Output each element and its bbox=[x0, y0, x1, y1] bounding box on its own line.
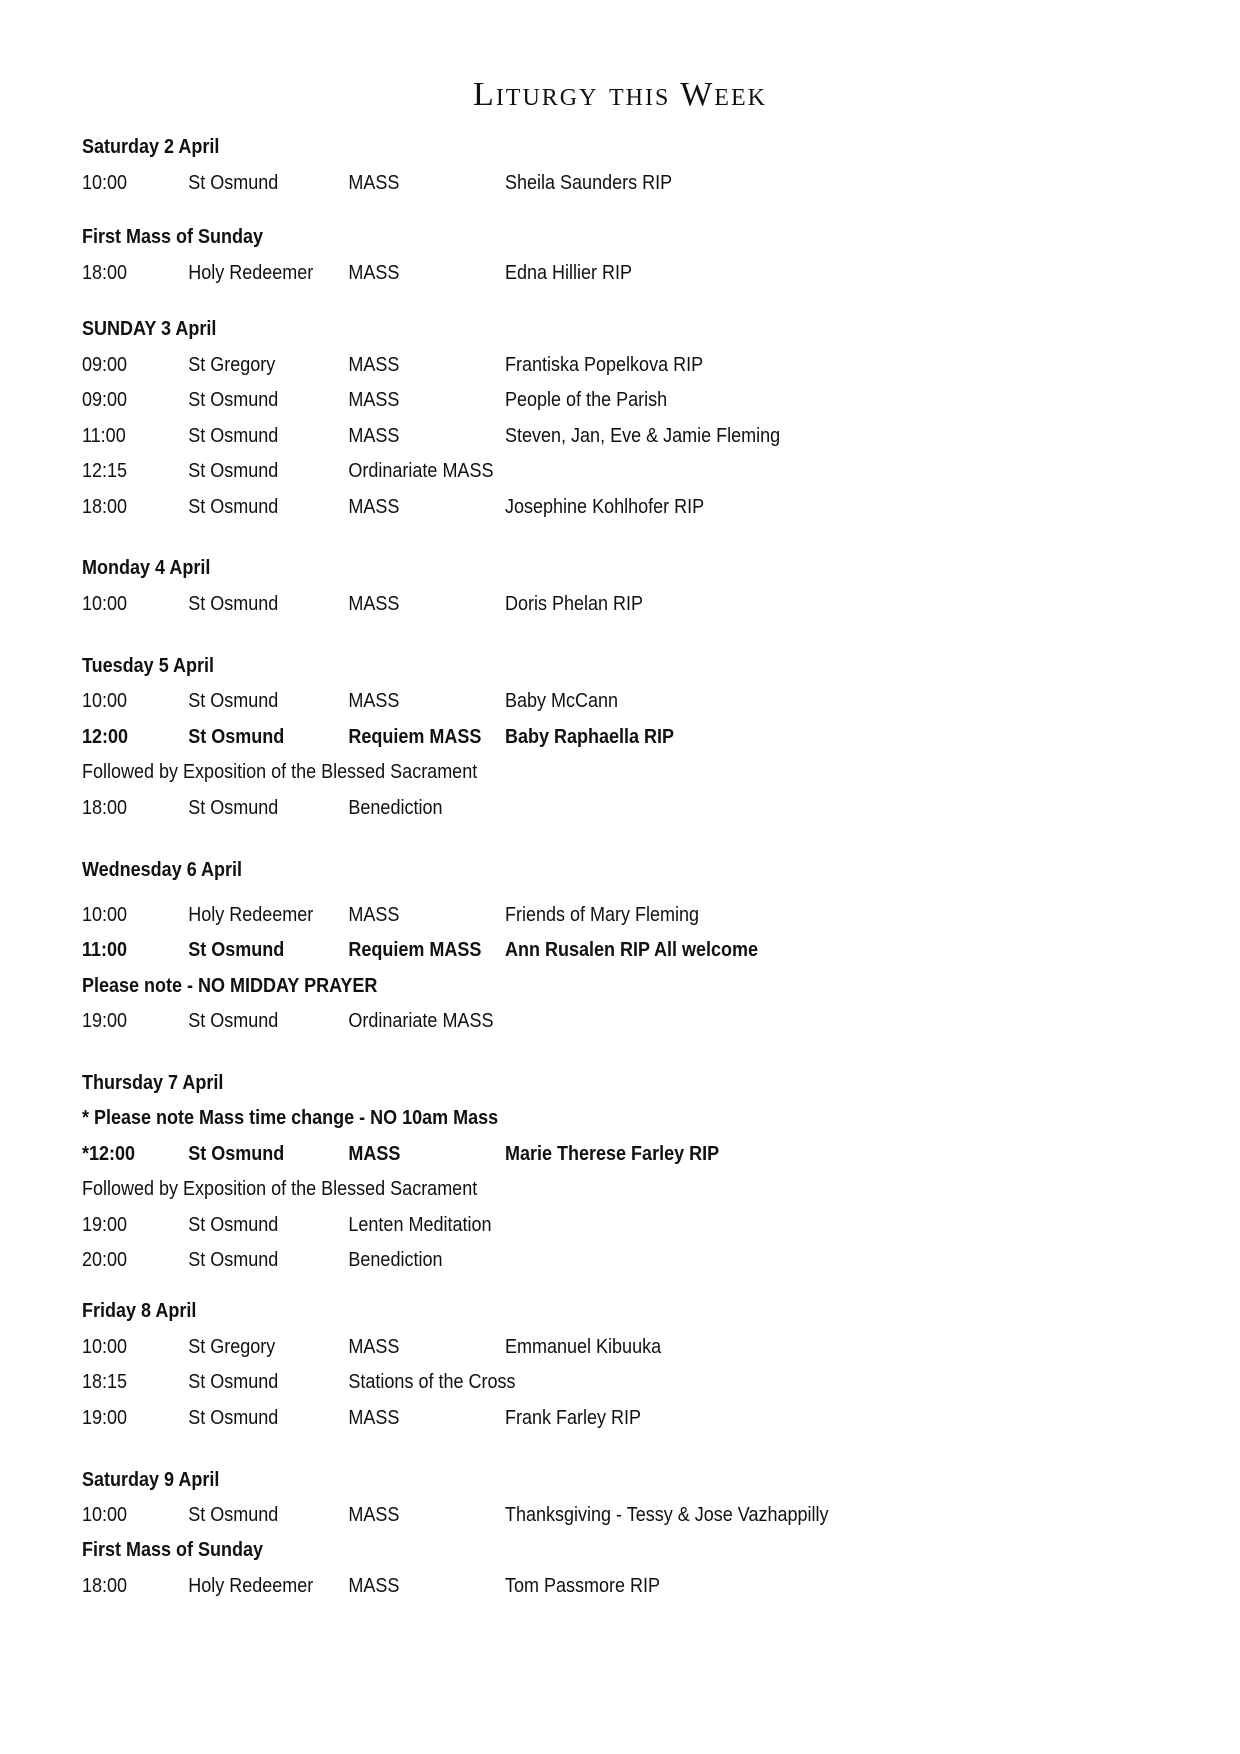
location-cell: St Osmund bbox=[188, 172, 279, 194]
location-cell: St Osmund bbox=[188, 496, 279, 518]
service-cell: MASS bbox=[348, 354, 400, 376]
location-cell: St Osmund bbox=[188, 797, 279, 819]
location-cell: St Osmund bbox=[188, 460, 279, 482]
note-text: Followed by Exposition of the Blessed Sacrament bbox=[82, 761, 478, 783]
service-cell: MASS bbox=[348, 904, 400, 926]
time-cell: 20:00 bbox=[82, 1249, 128, 1271]
time-cell: 10:00 bbox=[82, 593, 128, 615]
location-cell: St Osmund bbox=[188, 690, 279, 712]
service-cell: MASS bbox=[348, 1336, 400, 1358]
location-cell: St Osmund bbox=[188, 1010, 279, 1032]
intention-cell: Sheila Saunders RIP bbox=[505, 172, 673, 194]
heading-text: First Mass of Sunday bbox=[82, 1539, 264, 1561]
location-cell: St Osmund bbox=[188, 1249, 279, 1271]
service-cell: Ordinariate MASS bbox=[348, 1010, 494, 1032]
time-cell: 18:00 bbox=[82, 496, 128, 518]
service-cell: MASS bbox=[348, 1407, 400, 1429]
location-cell: St Osmund bbox=[188, 593, 279, 615]
intention-cell: Edna Hillier RIP bbox=[505, 262, 633, 284]
location-cell: St Osmund bbox=[188, 425, 279, 447]
service-cell: MASS bbox=[348, 262, 400, 284]
heading-text: Tuesday 5 April bbox=[82, 655, 215, 677]
time-cell: 10:00 bbox=[82, 690, 128, 712]
location-cell: St Gregory bbox=[188, 1336, 276, 1358]
location-cell: St Gregory bbox=[188, 354, 276, 376]
location-cell: St Osmund bbox=[188, 939, 285, 961]
intention-cell: Emmanuel Kibuuka bbox=[505, 1336, 662, 1358]
time-cell: 11:00 bbox=[82, 425, 126, 447]
service-cell: Requiem MASS bbox=[348, 939, 482, 961]
heading-text: First Mass of Sunday bbox=[82, 226, 264, 248]
service-cell: Requiem MASS bbox=[348, 726, 482, 748]
location-cell: St Osmund bbox=[188, 1407, 279, 1429]
intention-cell: Ann Rusalen RIP All welcome bbox=[505, 939, 759, 961]
location-cell: St Osmund bbox=[188, 1214, 279, 1236]
heading-text: Wednesday 6 April bbox=[82, 859, 243, 881]
intention-cell: Frantiska Popelkova RIP bbox=[505, 354, 704, 376]
intention-cell: Frank Farley RIP bbox=[505, 1407, 642, 1429]
service-cell: MASS bbox=[348, 496, 400, 518]
location-cell: Holy Redeemer bbox=[188, 1575, 314, 1597]
service-cell: MASS bbox=[348, 1575, 400, 1597]
service-cell: MASS bbox=[348, 1143, 401, 1165]
page-title: Liturgy this Week bbox=[473, 76, 767, 113]
time-cell: 18:00 bbox=[82, 797, 128, 819]
service-cell: Lenten Meditation bbox=[348, 1214, 492, 1236]
intention-cell: Marie Therese Farley RIP bbox=[505, 1143, 720, 1165]
intention-cell: Friends of Mary Fleming bbox=[505, 904, 700, 926]
time-cell: 18:00 bbox=[82, 1575, 128, 1597]
service-cell: Benediction bbox=[348, 1249, 443, 1271]
intention-cell: Steven, Jan, Eve & Jamie Fleming bbox=[505, 425, 781, 447]
heading-text: Friday 8 April bbox=[82, 1300, 197, 1322]
service-cell: MASS bbox=[348, 425, 400, 447]
time-cell: 11:00 bbox=[82, 939, 128, 961]
location-cell: St Osmund bbox=[188, 1143, 285, 1165]
service-cell: MASS bbox=[348, 690, 400, 712]
location-cell: St Osmund bbox=[188, 389, 279, 411]
intention-cell: People of the Parish bbox=[505, 389, 668, 411]
service-cell: MASS bbox=[348, 1504, 400, 1526]
intention-cell: Baby McCann bbox=[505, 690, 619, 712]
intention-cell: Doris Phelan RIP bbox=[505, 593, 644, 615]
location-cell: Holy Redeemer bbox=[188, 904, 314, 926]
time-cell: 12:00 bbox=[82, 726, 129, 748]
heading-text: SUNDAY 3 April bbox=[82, 318, 217, 340]
time-cell: 18:15 bbox=[82, 1371, 128, 1393]
intention-cell: Tom Passmore RIP bbox=[505, 1575, 661, 1597]
heading-text: Thursday 7 April bbox=[82, 1072, 224, 1094]
intention-cell: Josephine Kohlhofer RIP bbox=[505, 496, 705, 518]
note-text: Followed by Exposition of the Blessed Sacrament bbox=[82, 1178, 478, 1200]
service-cell: Benediction bbox=[348, 797, 443, 819]
service-cell: MASS bbox=[348, 172, 400, 194]
time-cell: 12:15 bbox=[82, 460, 128, 482]
service-cell: MASS bbox=[348, 389, 400, 411]
time-cell: 19:00 bbox=[82, 1407, 128, 1429]
service-cell: Stations of the Cross bbox=[348, 1371, 516, 1393]
time-cell: 10:00 bbox=[82, 904, 128, 926]
time-cell: 10:00 bbox=[82, 172, 128, 194]
heading-text: Monday 4 April bbox=[82, 557, 211, 579]
heading-text: Saturday 9 April bbox=[82, 1469, 220, 1491]
time-cell: 10:00 bbox=[82, 1504, 128, 1526]
service-cell: Ordinariate MASS bbox=[348, 460, 494, 482]
heading-text: Saturday 2 April bbox=[82, 136, 220, 158]
location-cell: St Osmund bbox=[188, 1371, 279, 1393]
time-cell: 19:00 bbox=[82, 1214, 128, 1236]
location-cell: St Osmund bbox=[188, 1504, 279, 1526]
heading-text: * Please note Mass time change - NO 10am Mass bbox=[82, 1107, 499, 1129]
time-cell: *12:00 bbox=[82, 1143, 136, 1165]
time-cell: 18:00 bbox=[82, 262, 128, 284]
time-cell: 10:00 bbox=[82, 1336, 128, 1358]
location-cell: Holy Redeemer bbox=[188, 262, 314, 284]
intention-cell: Baby Raphaella RIP bbox=[505, 726, 675, 748]
heading-text: Please note - NO MIDDAY PRAYER bbox=[82, 975, 378, 997]
service-cell: MASS bbox=[348, 593, 400, 615]
time-cell: 19:00 bbox=[82, 1010, 128, 1032]
time-cell: 09:00 bbox=[82, 389, 128, 411]
intention-cell: Thanksgiving - Tessy & Jose Vazhappilly bbox=[505, 1504, 829, 1526]
time-cell: 09:00 bbox=[82, 354, 128, 376]
location-cell: St Osmund bbox=[188, 726, 285, 748]
